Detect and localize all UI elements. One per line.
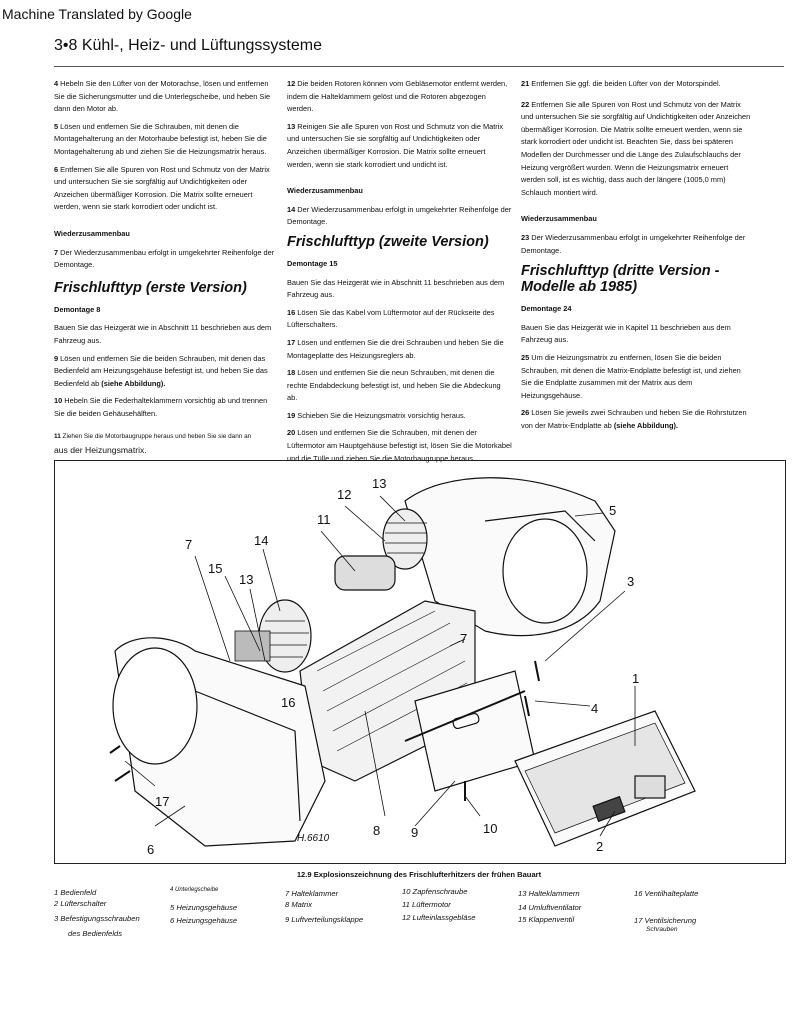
legend-item-5: 5 Heizungsgehäuse bbox=[170, 903, 238, 912]
callout-13a: 13 bbox=[372, 476, 387, 491]
paragraph-21: 21 Entfernen Sie ggf. die beiden Lüfter von der Motorspindel. bbox=[521, 79, 721, 88]
legend-item-3-cont: des Bedienfelds bbox=[68, 929, 123, 938]
legend-item-13: 13 Halteklammern bbox=[518, 889, 580, 898]
callout-10: 10 bbox=[483, 821, 498, 836]
legend-item-4: 4 Unterlegscheibe bbox=[170, 887, 219, 893]
text-column-3 bbox=[521, 78, 751, 437]
subheading-reassembly: Wiederzusammenbau bbox=[287, 186, 363, 196]
paragraph-26: 26 Lösen Sie jeweils zwei Schrauben und heben Sie die Rohrstutzen von der Matrix-Endplatte ab (siehe Abbildung). bbox=[521, 408, 747, 430]
legend-item-2: 2 Lüfterschalter bbox=[54, 899, 107, 908]
paragraph-16: 16 Lösen Sie das Kabel vom Lüftermotor auf der Rückseite des Lüfterschalters. bbox=[287, 307, 495, 330]
legend-item-17-cont: Schrauben bbox=[646, 926, 678, 933]
callout-16: 16 bbox=[281, 695, 296, 710]
legend-item-1: 1 Bedienfeld bbox=[54, 888, 97, 897]
paragraph-4: 4 Hebeln Sie den Lüfter von der Motorachse, lösen und entfernen Sie die Sicherungsmutter und die Unterlegscheibe, und heben Sie dann den Motor ab. bbox=[54, 79, 271, 114]
legend-item-12: 12 Lufteinlassgebläse bbox=[402, 913, 476, 922]
callout-17: 17 bbox=[155, 794, 170, 809]
subheading-reassembly: Wiederzusammenbau bbox=[521, 214, 597, 224]
callout-14: 14 bbox=[254, 533, 269, 548]
drawing-stamp: H.6610 bbox=[297, 833, 330, 844]
paragraph-15: Bauen Sie das Heizgerät wie in Abschnitt 11 beschrieben aus dem Fahrzeug aus. bbox=[287, 277, 505, 300]
fan-motor bbox=[335, 556, 395, 590]
header-rule bbox=[54, 66, 784, 67]
callout-1: 1 bbox=[632, 671, 640, 686]
callout-11: 11 bbox=[317, 512, 331, 527]
legend-item-16: 16 Ventilhalteplatte bbox=[634, 889, 699, 898]
legend-item-17: 17 Ventilsicherung bbox=[634, 916, 697, 925]
callout-9: 9 bbox=[411, 825, 419, 840]
legend-item-8: 8 Matrix bbox=[285, 900, 313, 909]
heater-diagram bbox=[55, 461, 785, 863]
callout-15: 15 bbox=[208, 561, 223, 576]
legend-item-3: 3 Befestigungsschrauben bbox=[54, 914, 140, 923]
exploded-view-figure bbox=[54, 460, 786, 864]
subheading-disassembly-24: Demontage 24 bbox=[521, 304, 572, 314]
paragraph-19: 19 Schieben Sie die Heizungsmatrix vorsichtig heraus. bbox=[287, 410, 466, 420]
legend-item-10: 10 Zapfenschraube bbox=[402, 887, 468, 896]
translation-banner: Machine Translated by Google bbox=[2, 6, 192, 22]
right-housing-opening bbox=[503, 519, 587, 623]
legend-item-15: 15 Klappenventil bbox=[518, 915, 575, 924]
paragraph-8: Bauen Sie das Heizgerät wie in Abschnitt 11 beschrieben aus dem Fahrzeug aus. bbox=[54, 323, 272, 345]
section-heading-first-version: Frischlufttyp (erste Version) bbox=[54, 279, 247, 296]
switch-body bbox=[635, 776, 665, 798]
legend-item-7: 7 Halteklammer bbox=[285, 889, 339, 898]
paragraph-7: 7 Der Wiederzusammenbau erfolgt in umgekehrter Reihenfolge der Demontage. bbox=[54, 247, 275, 270]
chapter-title: 3•8 Kühl-, Heiz- und Lüftungssysteme bbox=[54, 37, 322, 54]
paragraph-9: 9 Lösen und entfernen Sie die beiden Schrauben, mit denen das Bedienfeld am Heizungsgehäuse befestigt ist, und heben Sie das Bedienfeld ab (siehe Abbildung). bbox=[54, 353, 268, 388]
legend-item-14: 14 Umluftventilator bbox=[518, 903, 582, 912]
paragraph-5: 5 Lösen und entfernen Sie die Schrauben, mit denen die Montagehalterung an der Motorhaube befestigt ist, heben Sie die Montagehalterung ab und ziehen Sie die Heizungsmatrix heraus. bbox=[54, 121, 267, 156]
callout-3: 3 bbox=[627, 574, 635, 589]
callout-6: 6 bbox=[147, 842, 155, 857]
paragraph-18: 18 Lösen und entfernen Sie die neun Schrauben, mit denen die rechte Endabdeckung befestigt ist, und heben Sie die Abdeckung ab. bbox=[287, 368, 501, 403]
paragraph-24: Bauen Sie das Heizgerät wie in Kapitel 11 beschrieben aus dem Fahrzeug aus. bbox=[521, 322, 731, 345]
callout-13b: 13 bbox=[239, 572, 254, 587]
callout-4: 4 bbox=[591, 701, 599, 716]
left-housing-opening bbox=[113, 648, 197, 764]
paragraph-13: 13 Reinigen Sie alle Spuren von Rost und Schmutz von die Matrix und untersuchen Sie sie sorgfältig auf Undichtigkeiten oder Anzeichen übermäßiger Korrosion. Die Matrix sollte erneuert werden, wenn sie stark korrodiert und undicht ist. bbox=[287, 121, 504, 169]
paragraph-20: 20 Lösen und entfernen Sie die Schrauben, mit denen der Lüftermotor am Hauptgehäuse befestigt ist, lösen Sie die Motorkabel und die Tülle und ziehen Sie die Motorbaugruppe heraus. bbox=[287, 428, 512, 463]
subheading-reassembly: Wiederzusammenbau bbox=[54, 228, 130, 238]
paragraph-14: 14 Der Wiederzusammenbau erfolgt in umgekehrter Reihenfolge der Demontage. bbox=[287, 204, 512, 227]
legend-item-11: 11 Lüftermotor bbox=[402, 900, 451, 909]
section-heading-second-version: Frischlufttyp (zweite Version) bbox=[287, 233, 489, 250]
legend-item-6: 6 Heizungsgehäuse bbox=[170, 916, 238, 925]
text-column-1 bbox=[54, 78, 276, 463]
callout-12: 12 bbox=[337, 487, 352, 502]
paragraph-23: 23 Der Wiederzusammenbau erfolgt in umgekehrter Reihenfolge der Demontage. bbox=[521, 232, 746, 255]
callout-8: 8 bbox=[373, 823, 381, 838]
paragraph-6: 6 Entfernen Sie alle Spuren von Rost und Schmutz von der Matrix und untersuchen Sie sie sorgfältig auf Undichtigkeiten oder Anzeichen übermäßiger Korrosion. Die Matrix sollte erneuert werden, wenn sie stark korrodiert oder undicht ist. bbox=[54, 164, 270, 212]
callout-7a: 7 bbox=[185, 537, 193, 552]
subheading-disassembly-15: Demontage 15 bbox=[287, 258, 338, 268]
paragraph-12: 12 Die beiden Rotoren können vom Gebläsemotor entfernt werden, indem die Halteklammern gelöst und die Rotoren abgezogen werden. bbox=[287, 79, 508, 114]
paragraph-22: 22 Entfernen Sie alle Spuren von Rost und Schmutz von der Matrix und untersuchen Sie sie sorgfältig auf Undichtigkeiten oder Anzeichen übermäßiger Korrosion. Die Matrix sollte erneuert werden, wenn sie stark korrodiert oder undicht ist. Beachten Sie, dass bei späteren Modellen der Durchmesser und die Länge des Zulaufschlauchs der Heizung vergrößert wurden. Wenn die Heizungsmatrix erneuert werden soll, ist es wichtig, dass auch der längere (1005,0 mm) Schlauch montiert wird. bbox=[521, 99, 751, 197]
paragraph-17: 17 Lösen und entfernen Sie die drei Schrauben und heben Sie die Montageplatte des Heizungsreglers ab. bbox=[287, 337, 504, 360]
subheading-disassembly-8: Demontage 8 bbox=[54, 304, 101, 314]
paragraph-10: 10 Hebeln Sie die Federhalteklammern vorsichtig ab und trennen Sie die beiden Gehäusehälften. bbox=[54, 396, 268, 418]
legend-item-9: 9 Luftverteilungsklappe bbox=[285, 915, 364, 924]
figure-caption: 12.9 Explosionszeichnung des Frischlufterhitzers der frühen Bauart bbox=[296, 870, 542, 879]
callout-7b: 7 bbox=[460, 631, 468, 646]
callout-5: 5 bbox=[609, 503, 617, 518]
section-heading-third-version: Frischlufttyp (dritte Version - Modelle ab 1985) bbox=[521, 263, 720, 296]
text-column-2 bbox=[287, 78, 512, 470]
callout-2: 2 bbox=[596, 839, 604, 854]
paragraph-11: 11 Ziehen Sie die Motorbaugruppe heraus und heben Sie sie dann an aus der Heizungsmatrix. bbox=[54, 433, 252, 456]
paragraph-25: 25 Um die Heizungsmatrix zu entfernen, lösen Sie die beiden Schrauben, mit denen die Matrix-Endplatte befestigt ist, und ziehen Sie die Endplatte zusammen mit der Matrix aus dem Heizungsgehäuse. bbox=[521, 352, 741, 400]
